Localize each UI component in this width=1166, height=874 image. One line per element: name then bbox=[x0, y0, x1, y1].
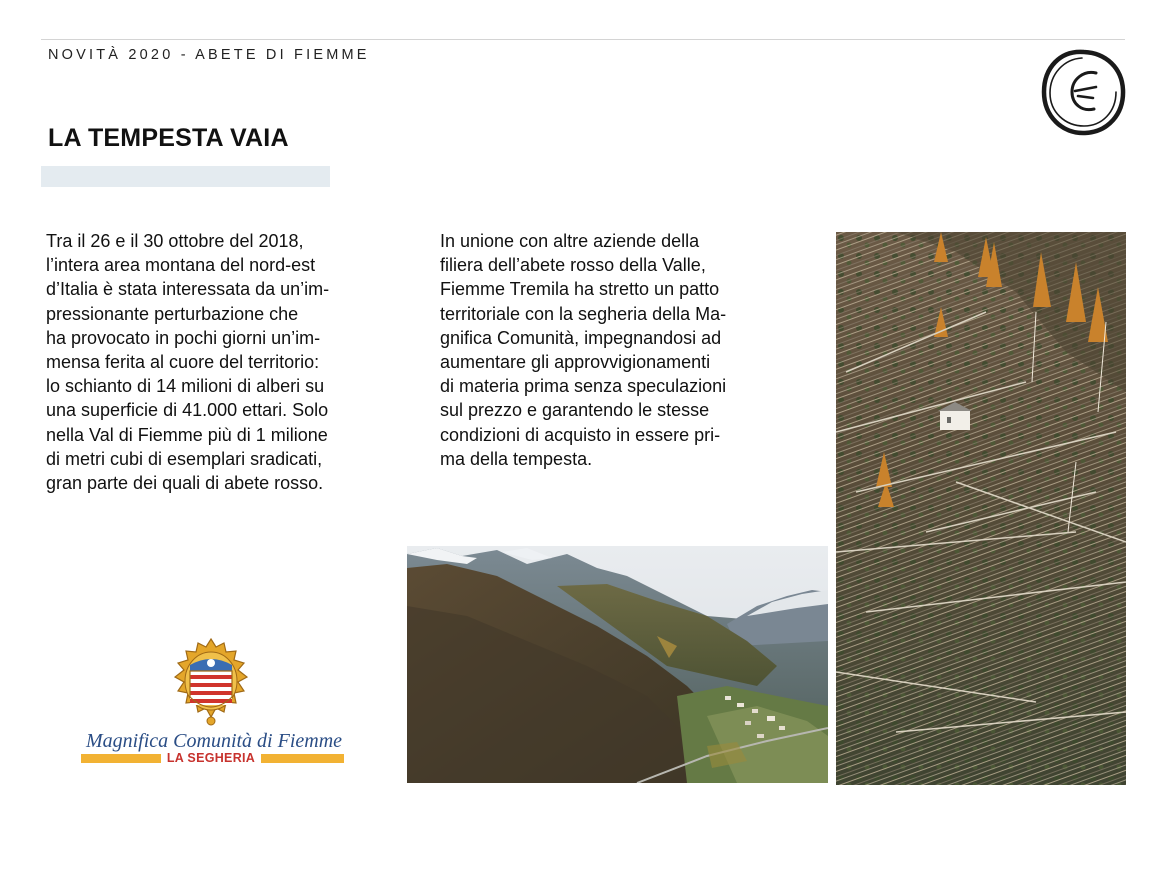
body-line: nella Val di Fiemme più di 1 milione bbox=[46, 424, 328, 445]
page-title: LA TEMPESTA VAIA bbox=[48, 124, 289, 152]
body-line: di metri cubi di esemplari sradicati, bbox=[46, 448, 323, 469]
top-divider bbox=[41, 39, 1125, 40]
valley-landscape-photo bbox=[407, 546, 828, 783]
body-left-column bbox=[46, 229, 376, 495]
section-kicker: NOVITÀ 2020 - ABETE DI FIEMME bbox=[48, 47, 370, 63]
crest-bar-left bbox=[81, 754, 161, 763]
body-line: ma della tempesta. bbox=[440, 448, 593, 469]
crest-bar-right bbox=[261, 754, 344, 763]
body-line: gnifica Comunità, impegnandosi ad bbox=[440, 327, 722, 348]
body-line: In unione con altre aziende della bbox=[440, 231, 700, 251]
body-line: Tra il 26 e il 30 ottobre del 2018, bbox=[46, 231, 304, 251]
body-line: lo schianto di 14 milioni di alberi su bbox=[46, 376, 325, 397]
body-line: gran parte dei quali di abete rosso. bbox=[46, 473, 324, 494]
body-line: territoriale con la segheria della Ma- bbox=[440, 303, 727, 324]
fallen-trees-aerial-photo bbox=[836, 232, 1126, 785]
body-line: di materia prima senza speculazioni bbox=[440, 376, 727, 397]
body-line: condizioni di acquisto in essere pri- bbox=[440, 424, 721, 445]
body-line: aumentare gli approvvigionamenti bbox=[440, 352, 711, 373]
body-line: mensa ferita al cuore del territorio: bbox=[46, 352, 320, 373]
crest-emblem-icon bbox=[168, 637, 254, 727]
body-line: l’intera area montana del nord-est bbox=[46, 255, 316, 276]
fiemme-tremila-logo-icon bbox=[1038, 46, 1128, 138]
crest-name: Magnifica Comunità di Fiemme bbox=[85, 730, 343, 752]
body-line: d’Italia è stata interessata da un’im- bbox=[46, 279, 330, 300]
magnifica-comunita-logo bbox=[78, 637, 350, 771]
body-line: pressionante perturbazione che bbox=[46, 303, 299, 324]
crest-subtitle: LA SEGHERIA bbox=[166, 751, 256, 765]
body-line: filiera dell’abete rosso della Valle, bbox=[440, 255, 706, 276]
body-line: ha provocato in pochi giorni un’im- bbox=[46, 327, 321, 348]
body-right-column bbox=[440, 229, 780, 471]
body-line: Fiemme Tremila ha stretto un patto bbox=[440, 279, 720, 300]
body-line: una superficie di 41.000 ettari. Solo bbox=[46, 400, 329, 421]
title-accent-bar bbox=[41, 166, 330, 187]
body-line: sul prezzo e garantendo le stesse bbox=[440, 400, 710, 421]
